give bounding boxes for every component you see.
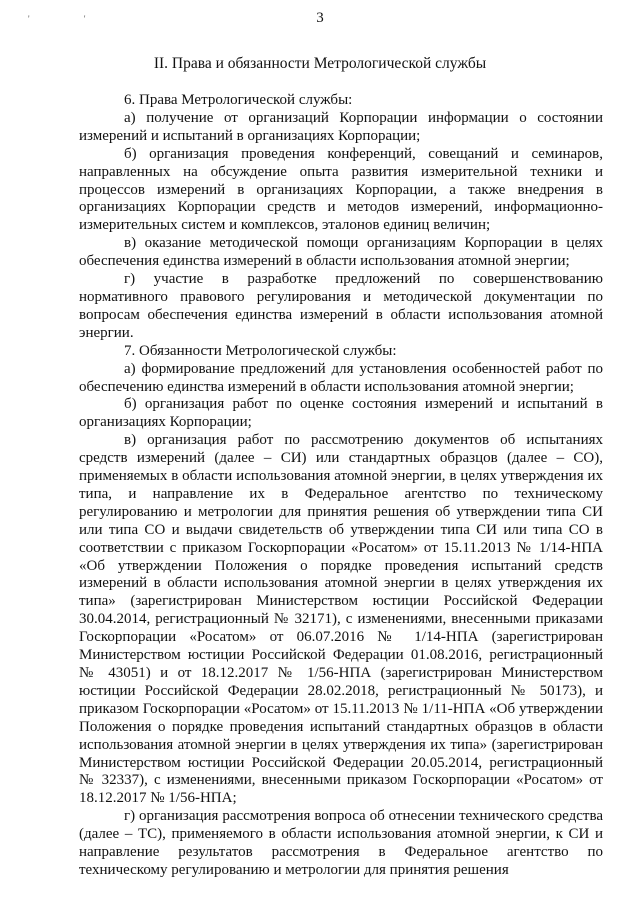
paragraph-rights-b: б) организация проведения конференций, совещаний и семинаров, направленных на обсуждение опыта развития измерительной техники и процессов измерений в организациях Корпорации, а также внедрения в организациях Корпорации средств и методов измерений, информационно-измерительных систем и комплексов, эталонов единиц величин; [79,145,603,234]
paragraph-duties-a: а) формирование предложений для установления особенностей работ по обеспечению единства измерений в области использования атомной энергии; [79,360,603,395]
document-body [79,92,603,880]
paragraph-rights-a: а) получение от организаций Корпорации информации о состоянии измерений и испытаний в организациях Корпорации; [79,109,603,144]
paragraph-rights-d: г) участие в разработке предложений по совершенствованию нормативного правового регулирования и методической документации по вопросам обеспечения единства измерений в области использования атомной энергии. [79,271,603,341]
paragraph-rights-heading: 6. Права Метрологической службы: [124,92,353,108]
paragraph-duties-b: б) организация работ по оценке состояния измерений и испытаний в организациях Корпорации; [79,396,603,431]
section-title: II. Права и обязанности Метрологической службы [153,55,487,72]
scan-marks: ' ' [28,14,112,24]
page-number: 3 [316,10,324,26]
paragraph-duties-heading: 7. Обязанности Метрологической службы: [124,342,397,359]
paragraph-duties-d: г) организация рассмотрения вопроса об отнесении технического средства (далее – ТС), применяемого в области использования атомной энергии, к СИ и направление результатов рассмотрения в Федеральное агентство по техническому регулированию и метрологии для принятия решения [79,808,603,878]
paragraph-rights-c: в) оказание методической помощи организациям Корпорации в целях обеспечения единства измерений в области использования атомной энергии; [79,235,603,270]
paragraph-duties-c: в) организация работ по рассмотрению документов об испытаниях средств измерений (далее – СИ) или стандартных образцов (далее – СО), применяемых в области использования атомной энергии, в целях утверждения их типа, и направление их в Федеральное агентство по техническому регулированию и метрологии для принятия решения об утверждении типа СИ или типа СО и выдачи свидетельств об утверждении типа СИ или типа СО в соответствии с приказом Госкорпорации «Росатом» от 15.11.2013 № 1/14-НПА «Об утверждении Положения о порядке проведения испытаний средств измерений в области использования атомной энергии в целях утверждения их типа» (зарегистрирован Министерством юстиции Российской Федерации 30.04.2014, регистрационный № 32171), с изменениями, внесенными приказами Госкорпорации «Росатом» от 06.07.2016 № 1/14-НПА (зарегистрирован Министерством юстиции Российской Федерации 01.08.2016, регистрационный № 43051) и от 18.12.2017 № 1/56-НПА (зарегистрирован Министерством юстиции Российской Федерации 28.02.2018, регистрационный № 50173), и приказом Госкорпорации «Росатом» от 15.11.2013 № 1/11-НПА «Об утверждении Положения о порядке проведения испытаний стандартных образцов в области использования атомной энергии в целях утверждения их типа» (зарегистрирован Министерством юстиции Российской Федерации 20.05.2014, регистрационный № 32337), с изменениями, внесенными приказом Госкорпорации «Росатом» от 18.12.2017 № 1/56-НПА; [79,432,603,807]
